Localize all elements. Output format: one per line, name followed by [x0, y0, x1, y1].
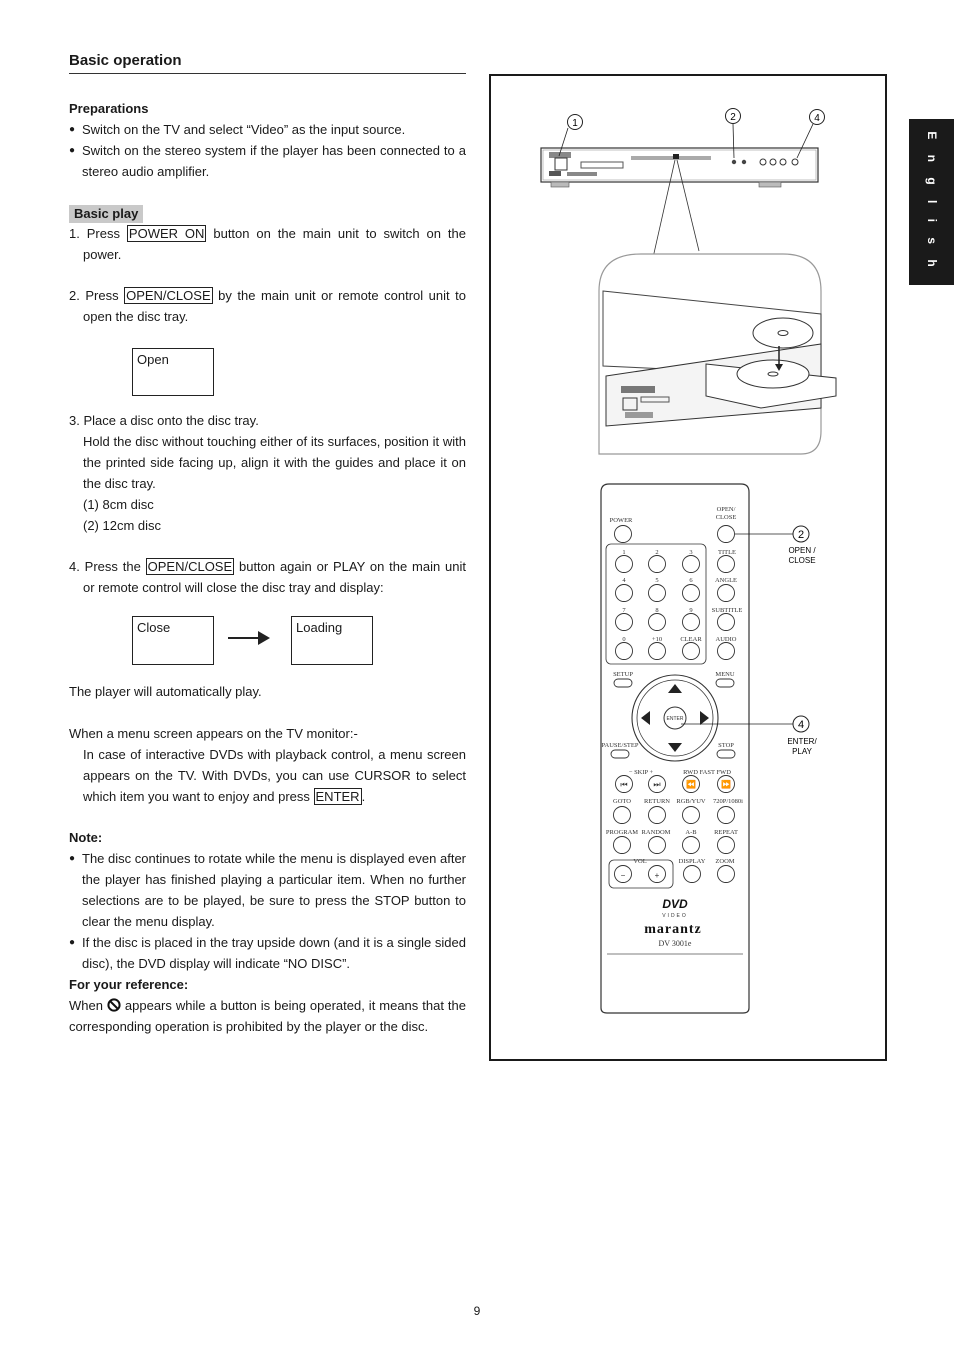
svg-text:CLEAR: CLEAR	[680, 636, 702, 643]
svg-text:ZOOM: ZOOM	[715, 858, 735, 865]
note-section	[69, 827, 466, 1037]
svg-text:4: 4	[814, 113, 820, 124]
svg-text:1: 1	[572, 118, 578, 129]
basic-play-heading: Basic play	[69, 205, 143, 223]
enter-key: ENTER	[315, 789, 360, 804]
svg-text:⏪: ⏪	[686, 780, 696, 789]
svg-text:DISPLAY: DISPLAY	[678, 858, 706, 865]
auto-play-text	[69, 681, 466, 702]
note-bullet: ● The disc continues to rotate while the menu is displayed even after the player has finished playing a particular item. When no further selections are to be played, be sure to press the STOP button to clear the menu display.	[69, 848, 466, 932]
step-1	[69, 223, 466, 265]
svg-text:ANGLE: ANGLE	[714, 577, 738, 584]
svg-text:⏩: ⏩	[721, 780, 731, 789]
disc-size-12cm: (2) 12cm disc	[83, 518, 162, 533]
svg-text:ENTER: ENTER	[666, 716, 684, 722]
svg-text:4: 4	[797, 719, 805, 731]
preparations-bullet: ● Switch on the TV and select “Video” as the input source.	[69, 119, 466, 140]
svg-text:OPEN /: OPEN /	[788, 546, 816, 555]
screen-close-box	[132, 616, 214, 665]
screen-loading-label: Loading	[296, 620, 343, 635]
screen-close-label: Close	[137, 620, 171, 635]
reference-text: When	[69, 998, 107, 1013]
svg-text:4: 4	[622, 577, 626, 584]
note-bullet: ● If the disc is placed in the tray upside down (and it is a single sided disc), the DVD display will indicate “NO DISC”.	[69, 932, 466, 974]
svg-text:RANDOM: RANDOM	[641, 829, 671, 836]
preparations-bullet: ● Switch on the stereo system if the player has been connected to a stereo audio amplifier.	[69, 140, 466, 182]
svg-text:3: 3	[689, 549, 693, 556]
svg-text:1: 1	[622, 549, 626, 556]
svg-text:5: 5	[655, 577, 659, 584]
svg-text:⏮: ⏮	[620, 780, 628, 789]
svg-text:⏭: ⏭	[653, 780, 661, 789]
language-tab	[909, 119, 954, 285]
svg-text:0: 0	[622, 636, 626, 643]
screen-open-label: Open	[137, 352, 169, 367]
language-tab-label: E n g l i s h	[924, 131, 939, 273]
screen-loading-box	[291, 616, 373, 665]
disc-size-8cm: (1) 8cm disc	[83, 497, 154, 512]
svg-text:+10: +10	[651, 636, 663, 643]
title-rule	[69, 73, 466, 74]
svg-text:9: 9	[689, 607, 693, 614]
screen-open-box	[132, 348, 214, 396]
preparations-section	[69, 98, 466, 182]
step-text: 3. Place a disc onto the disc tray.	[69, 413, 259, 428]
step-text: button again or PLAY on the main unit or remote control will close the disc tray and display:	[83, 559, 466, 595]
svg-text:POWER: POWER	[609, 517, 633, 524]
svg-text:+: +	[654, 871, 660, 880]
svg-text:PAUSE/STEP: PAUSE/STEP	[601, 742, 639, 749]
svg-text:marantz: marantz	[644, 922, 702, 937]
svg-text:CLOSE: CLOSE	[715, 514, 737, 521]
reference-heading: For your reference:	[69, 977, 189, 992]
svg-text:DVD: DVD	[662, 897, 688, 911]
prohibited-icon	[107, 998, 121, 1012]
svg-text:ENTER/: ENTER/	[787, 737, 817, 746]
preparations-heading: Preparations	[69, 101, 149, 116]
power-on-key: POWER ON	[128, 226, 205, 241]
step-text: 1. Press	[69, 226, 127, 241]
svg-text:RETURN: RETURN	[644, 798, 670, 805]
svg-text:SETUP: SETUP	[613, 671, 633, 678]
menu-text-end: .	[361, 789, 366, 804]
svg-text:− SKIP +: − SKIP +	[628, 769, 654, 776]
step-text: Hold the disc without touching either of its surfaces, position it with the printed side facing up, align it with the guides and place it on the disc tray.	[83, 434, 466, 491]
step-4	[69, 556, 466, 598]
svg-text:GOTO: GOTO	[613, 798, 631, 805]
player-remote-illustration	[491, 76, 883, 1057]
step-3	[69, 410, 466, 536]
disc-tray-closeup	[599, 254, 836, 454]
svg-text:RGB/YUV: RGB/YUV	[676, 798, 706, 805]
svg-text:2: 2	[655, 549, 659, 556]
remote-control	[601, 484, 749, 1013]
menu-paragraph	[69, 723, 466, 807]
step-text: 4. Press the	[69, 559, 146, 574]
step-text: by the main unit or remote control unit to open the disc tray.	[83, 288, 466, 324]
open-close-key: OPEN/CLOSE	[147, 559, 233, 574]
section-title: Basic operation	[69, 52, 182, 69]
svg-text:REPEAT: REPEAT	[714, 829, 738, 836]
svg-text:TITLE: TITLE	[717, 549, 737, 556]
arrow-right-icon	[226, 628, 272, 648]
step-text: 2. Press	[69, 288, 125, 303]
svg-text:CLOSE: CLOSE	[788, 556, 816, 565]
svg-text:6: 6	[689, 577, 693, 584]
svg-text:A-B: A-B	[685, 829, 697, 836]
svg-text:STOP: STOP	[718, 742, 734, 749]
open-close-key: OPEN/CLOSE	[126, 288, 211, 303]
note-heading: Note:	[69, 830, 103, 845]
svg-text:VIDEO: VIDEO	[662, 913, 688, 919]
svg-text:2: 2	[797, 529, 805, 541]
svg-text:AUDIO: AUDIO	[715, 636, 737, 643]
svg-text:720P/1080i: 720P/1080i	[713, 798, 743, 805]
step-2	[69, 285, 466, 327]
menu-text: In case of interactive DVDs with playback control, a menu screen appears on the TV. With DVDs, you can use CURSOR to select which item you want to enjoy and press	[83, 747, 466, 804]
svg-text:−: −	[620, 871, 626, 880]
basic-play-heading-row	[69, 203, 466, 224]
auto-play-line: The player will automatically play.	[69, 684, 262, 699]
svg-text:8: 8	[655, 607, 659, 614]
svg-text:OPEN/: OPEN/	[716, 506, 736, 513]
navigation-pad	[632, 675, 718, 761]
svg-text:SUBTITLE: SUBTITLE	[711, 607, 743, 614]
svg-text:RWD FAST FWD: RWD FAST FWD	[683, 769, 731, 776]
svg-text:PROGRAM: PROGRAM	[605, 829, 639, 836]
svg-text:PLAY: PLAY	[792, 747, 812, 756]
svg-text:7: 7	[622, 607, 626, 614]
svg-text:VOL: VOL	[633, 858, 647, 865]
menu-lead: When a menu screen appears on the TV monitor:-	[69, 726, 358, 741]
svg-text:MENU: MENU	[715, 671, 735, 678]
svg-text:DV 3001e: DV 3001e	[658, 939, 692, 948]
svg-text:2: 2	[730, 112, 736, 123]
page-number: 9	[473, 1304, 481, 1318]
dvd-player-front	[541, 148, 818, 187]
step-text: button on the main unit to switch on the power.	[83, 226, 466, 262]
reference-text: appears while a button is being operated, it means that the corresponding operation is prohibited by the player or the disc.	[69, 998, 466, 1034]
